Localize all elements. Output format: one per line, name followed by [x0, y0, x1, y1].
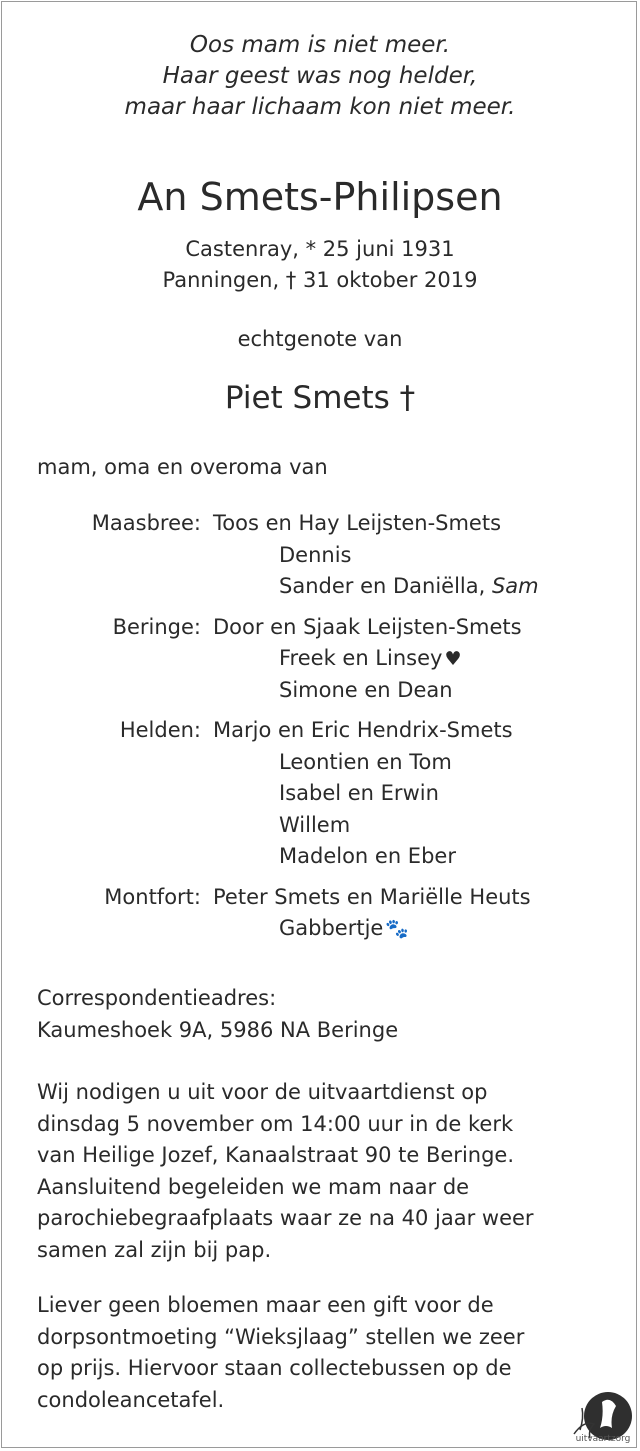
heart-icon: ♥ — [444, 648, 462, 670]
family-member-row — [0, 841, 640, 873]
family-member-row — [0, 913, 640, 945]
death-line: Panningen, † 31 oktober 2019 — [162, 268, 478, 292]
birth-line: Castenray, * 25 juni 1931 — [185, 237, 455, 261]
family-head-row — [0, 508, 640, 540]
family-member-row — [0, 747, 640, 779]
family-place: Helden: — [119, 718, 201, 742]
poem-line: Haar geest was nog helder, — [162, 63, 478, 89]
poem-line: maar haar lichaam kon niet meer. — [124, 94, 516, 120]
family-head-row — [0, 882, 640, 914]
text-line: dorpsontmoeting “Wieksjlaag” stellen we zeer — [37, 1324, 525, 1349]
family-member-row — [0, 571, 640, 603]
paw-icon: 🐾 — [385, 918, 410, 940]
family-member — [279, 810, 350, 842]
family-place: Maasbree: — [91, 511, 201, 535]
text-line: op prijs. Hiervoor staan collectebussen op de — [37, 1356, 512, 1380]
family-member-name: Willem — [279, 812, 351, 837]
family-head: Marjo en Eric Hendrix-Smets — [213, 718, 513, 742]
family-group — [0, 882, 640, 945]
family-member-row — [0, 810, 640, 842]
family-member — [279, 643, 461, 676]
family-member-italic-name: Sam — [491, 574, 539, 598]
text-line: parochiebegraafplaats waar ze na 40 jaar weer — [37, 1206, 534, 1230]
family-member-name: Isabel en Erwin — [279, 781, 439, 805]
family-member — [279, 571, 539, 603]
family-member-row — [0, 540, 640, 572]
text-line: condoleancetafel. — [37, 1387, 225, 1412]
logo-text: uitvaartzorg — [575, 1434, 631, 1444]
family-member-name: Simone en Dean — [279, 677, 453, 702]
family-member — [279, 778, 439, 810]
family-head: Door en Sjaak Leijsten-Smets — [213, 614, 522, 639]
family-member — [279, 747, 452, 779]
text-line: samen zal zijn bij pap. — [37, 1237, 272, 1262]
spouse-name: Piet Smets † — [224, 380, 416, 416]
text-line: Wij nodigen u uit voor de uitvaartdienst op — [37, 1080, 488, 1104]
family-member-name: Dennis — [279, 542, 352, 567]
text-line: dinsdag 5 november om 14:00 uur in de kerk — [37, 1111, 514, 1136]
spouse-intro: echtgenote van — [237, 327, 403, 351]
family-group — [0, 508, 640, 603]
deceased-name: An Smets-Philipsen — [137, 175, 503, 219]
family-member-row — [0, 675, 640, 707]
family-head-row — [0, 715, 640, 747]
family-head: Toos en Hay Leijsten-Smets — [213, 511, 502, 535]
family-list — [0, 508, 640, 954]
text-line: van Heilige Jozef, Kanaalstraat 90 te Beringe. — [37, 1143, 515, 1167]
family-member-name: Leontien en Tom — [279, 749, 452, 774]
family-member-name: Freek en Linsey — [279, 646, 443, 670]
family-member-name: Sander en Daniëlla, — [279, 574, 492, 598]
flowers-donation-text — [37, 1290, 627, 1416]
poem — [0, 30, 640, 123]
funeral-service-text — [37, 1077, 627, 1266]
family-place: Montfort: — [104, 884, 201, 909]
family-member — [279, 540, 352, 572]
family-group — [0, 612, 640, 707]
family-place: Beringe: — [112, 614, 201, 639]
life-dates — [0, 234, 640, 296]
correspondence-address — [37, 983, 398, 1046]
poem-line: Oos mam is niet meer. — [189, 32, 451, 58]
family-member-name: Gabbertje — [279, 916, 384, 940]
family-member-row — [0, 778, 640, 810]
family-member — [279, 841, 456, 873]
text-line: Aansluitend begeleiden we mam naar de — [37, 1174, 470, 1199]
correspondence-street: Kaumeshoek 9A, 5986 NA Beringe — [37, 1017, 399, 1042]
family-intro: mam, oma en overoma van — [37, 455, 328, 479]
family-member-name: Madelon en Eber — [279, 844, 456, 868]
family-head-row — [0, 612, 640, 644]
text-line: Liever geen bloemen maar een gift voor de — [37, 1293, 494, 1317]
family-head: Peter Smets en Mariëlle Heuts — [213, 884, 531, 909]
family-group — [0, 715, 640, 873]
correspondence-label: Correspondentieadres: — [37, 986, 277, 1010]
family-member — [279, 913, 409, 946]
family-member-row — [0, 643, 640, 675]
family-member — [279, 675, 453, 707]
